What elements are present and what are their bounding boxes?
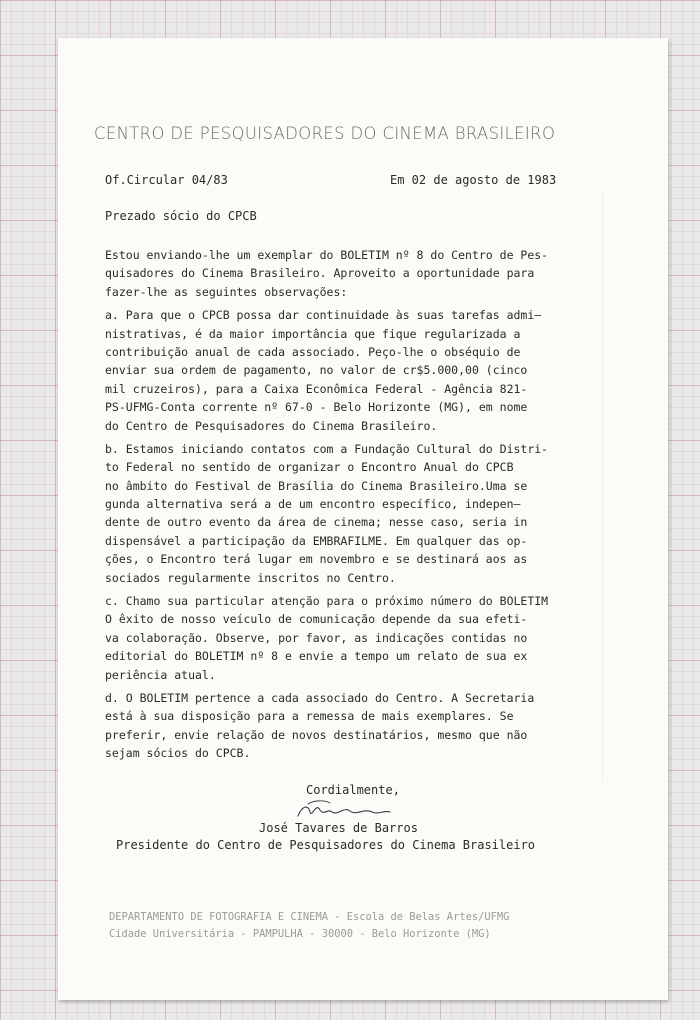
body-line: d. O BOLETIM pertence a cada associado do Centro. A Secretaria (105, 690, 535, 705)
body-line: gunda alternativa será a de um encontro específico, indepen— (105, 497, 521, 512)
letterhead-title: CENTRO DE PESQUISADORES DO CINEMA BRASILEIRO (94, 124, 556, 143)
body-line: ções, o Encontro terá lugar em novembro e se destinará aos as (105, 552, 528, 567)
body-line: to Federal no sentido de organizar o Encontro Anual do CPCB (105, 460, 514, 475)
body-line: fazer-lhe as seguintes observações: (105, 284, 348, 299)
closing: Cordialmente, (306, 783, 400, 797)
body-line: contribuição anual de cada associado. Peço-lhe o obséquio de (105, 344, 521, 359)
body-line: PS-UFMG-Conta corrente nº 67-0 - Belo Horizonte (MG), em nome (105, 400, 528, 415)
body-line: nistrativas, é da maior importância que fique regularizada a (105, 326, 521, 341)
salutation: Prezado sócio do CPCB (105, 209, 257, 223)
letter-date: Em 02 de agosto de 1983 (390, 173, 557, 187)
footer-line: DEPARTAMENTO DE FOTOGRAFIA E CINEMA - Escola de Belas Artes/UFMG (109, 911, 510, 923)
body-line: enviar sua ordem de pagamento, no valor de cr$5.000,00 (cinco (105, 363, 528, 378)
item-d (105, 689, 595, 763)
margin-rule (602, 190, 603, 780)
body-line: quisadores do Cinema Brasileiro. Aproveito a oportunidade para (105, 266, 535, 281)
body-line: editorial do BOLETIM nº 8 e envie a tempo um relato de sua ex (105, 649, 528, 664)
body-line: O êxito de nosso veículo de comunicação depende da sua efeti- (105, 612, 528, 627)
body-line: va colaboração. Observe, por favor, as indicações contidas no (105, 630, 528, 645)
body-line: do Centro de Pesquisadores do Cinema Brasileiro. (105, 418, 438, 433)
department-footer (109, 909, 509, 943)
letter-body (105, 246, 595, 763)
body-line: Estou enviando-lhe um exemplar do BOLETIM nº 8 do Centro de Pes- (105, 248, 549, 262)
signer-title: Presidente do Centro de Pesquisadores do Cinema Brasileiro (116, 838, 536, 852)
item-b (105, 440, 595, 587)
intro-paragraph (105, 246, 595, 301)
body-line: no âmbito do Festival de Brasília do Cinema Brasileiro.Uma se (105, 478, 528, 493)
body-line: sociados regularmente inscritos no Centro. (105, 570, 396, 585)
body-line: a. Para que o CPCB possa dar continuidade às suas tarefas admi— (105, 308, 542, 323)
signer-name: José Tavares de Barros (259, 821, 418, 835)
body-line: sejam sócios do CPCB. (105, 746, 251, 761)
item-a (105, 306, 595, 435)
body-line: dente de outro evento da área de cinema; nesse caso, seria in (105, 515, 528, 530)
body-line: dispensável a participação da EMBRAFILME. Em qualquer das op- (105, 533, 528, 548)
body-line: mil cruzeiros), para a Caixa Econômica Federal - Agência 821- (105, 381, 528, 396)
body-line: c. Chamo sua particular atenção para o próximo número do BOLETIM (105, 594, 549, 609)
body-line: periência atual. (105, 667, 216, 682)
item-c (105, 592, 595, 684)
letter-sheet (58, 38, 668, 1000)
footer-line: Cidade Universitária - PAMPULHA - 30000 - Belo Horizonte (MG) (109, 928, 491, 940)
body-line: preferir, envie relação de novos destinatários, mesmo que não (105, 727, 528, 742)
body-line: b. Estamos iniciando contatos com a Fundação Cultural do Distri- (105, 441, 549, 456)
body-line: está à sua disposição para a remessa de mais exemplares. Se (105, 709, 514, 724)
circular-reference: Of.Circular 04/83 (105, 173, 228, 187)
handwritten-signature (294, 796, 394, 824)
